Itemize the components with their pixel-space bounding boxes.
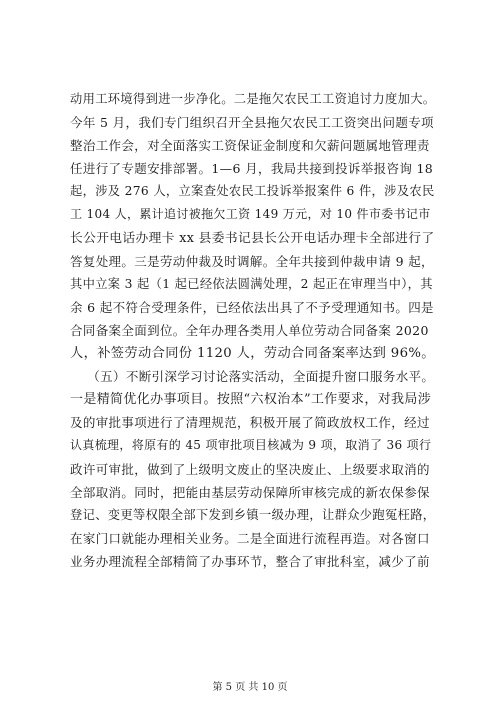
text-line: 登记、变更等权限全部下发到乡镇一级办理，让群众少跑冤枉路， [70, 507, 436, 522]
text-line: 业务办理流程全部精简了办事环节，整合了审批科室，减少了前 [70, 553, 430, 569]
text-line: 整治工作会，对全面落实工资保证金制度和欠薪问题属地管理责 [70, 138, 430, 154]
text-line: 起，涉及 276 人，立案查处农民工投诉举报案件 6 件，涉及农民 [70, 184, 435, 199]
text-line: （五）不断引深学习讨论落实活动，全面提升窗口服务水平。 [70, 369, 435, 385]
text-line: 全部取消。同时，把能由基层劳动保障所审核完成的新农保参保 [70, 484, 430, 500]
text-line: 余 6 起不符合受理条件，已经依法出具了不予受理通知书。四是 [70, 299, 434, 315]
text-line: 其中立案 3 起（1 起已经依法圆满处理，2 起正在审理当中），其 [70, 276, 433, 291]
text-line: 政许可审批，做到了上级明文废止的坚决废止、上级要求取消的 [70, 461, 430, 477]
text-line: 任进行了专题安排部署。1—6 月，我局共接到投诉举报咨询 18 [70, 161, 434, 177]
text-line: 动用工环境得到进一步净化。二是拖欠农民工工资追讨力度加大。 [70, 92, 436, 106]
text-line: 长公开电话办理卡 xx 县委书记县长公开电话办理卡全部进行了 [70, 230, 435, 246]
text-line: 人，补签劳动合同份 1120 人，劳动合同备案率达到 96%。 [70, 346, 435, 362]
text-line: 工 104 人，累计追讨被拖欠工资 149 万元，对 10 件市委书记市 [70, 207, 431, 222]
text-line: 认真梳理，将原有的 45 项审批项目核减为 9 项，取消了 36 项行 [70, 438, 432, 453]
text-line: 合同备案全面到位。全年办理各类用人单位劳动合同备案 2020 [70, 322, 429, 338]
text-line: 今年 5 月，我们专门组织召开全县拖欠农民工工资突出问题专项 [70, 115, 434, 131]
text-line: 一是精简优化办事项目。按照“六权治本”工作要求，对我局涉 [70, 392, 432, 408]
body-text [70, 88, 435, 573]
text-line: 在家门口就能办理相关业务。二是全面进行流程再造。对各窗口 [70, 530, 430, 546]
text-line: 及的审批事项进行了清理规范，积极开展了简政放权工作，经过 [70, 415, 430, 431]
text-line: 答复处理。三是劳动仲裁及时调解。全年共接到仲裁申请 9 起， [70, 253, 434, 269]
page-footer: 第 5 页 共 10 页 [212, 682, 288, 693]
